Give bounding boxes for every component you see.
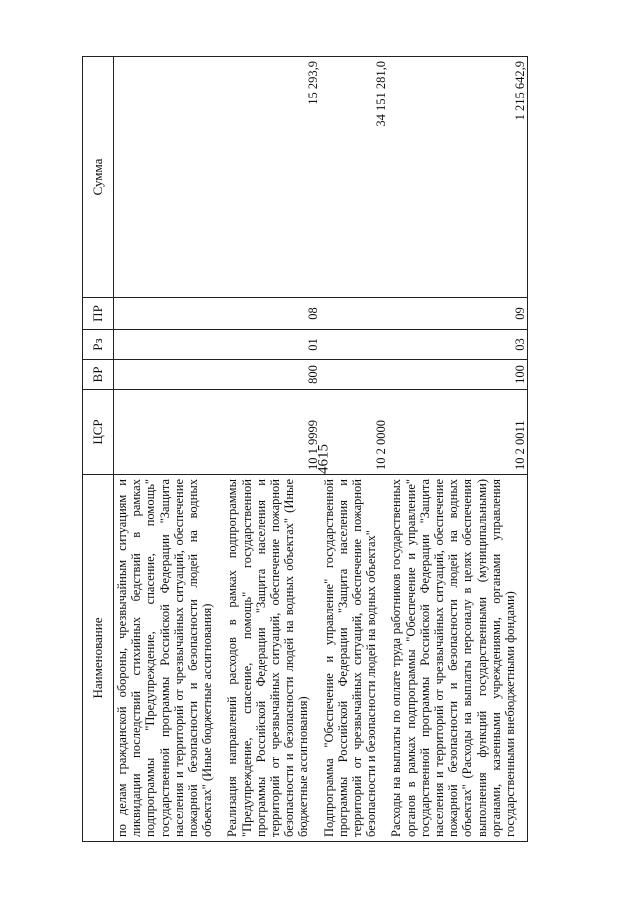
header-vr: ВР [83,360,114,390]
row-vr: 100 [388,360,527,390]
row-rz: 01 [224,330,320,360]
row-name: по делам гражданской обороны, чрезвычайным ситуациям и ликвидации последствий стихийных бедствий в рамках подпрограммы "Предупреждение, спасение, помощь" государственной программы Российской Федерации "Защита населения и территорий от чрезвычайных ситуаций, обеспечение пожарной безопасности и безопасности людей на водных объектах" (Иные бюджетные ассигнования) [114,475,225,842]
header-pr: ПР [83,298,114,330]
row-sum [114,57,225,298]
row-sum: 34 151 281,0 [321,57,389,298]
header-csr: ЦСР [83,390,114,475]
row-csr: 10 2 0000 [321,390,389,475]
row-csr: 10 2 0011 [388,390,527,475]
row-name: Расходы на выплаты по оплате труда работников государственных органов в рамках подпрограммы "Обеспечение и управление" государственной программы Российской Федерации "Защита населения и территорий от чрезвычайных ситуаций, обеспечение пожарной безопасности и безопасности людей на водных объектах" (Расходы на выплаты персоналу в целях обеспечения выполнения функций государственными (муниципальными) органами, казенными учреждениями, органами управления государственными внебюджетными фондами) [388,475,527,842]
table-row [114,57,225,842]
row-pr [321,298,389,330]
header-rz: Рз [83,330,114,360]
row-sum: 1 215 642,9 [388,57,527,298]
row-pr: 08 [224,298,320,330]
row-csr: 10 1 9999 [224,390,320,475]
table-row [321,57,389,842]
table-row [388,57,527,842]
row-rz: 03 [388,330,527,360]
row-vr: 800 [224,360,320,390]
header-sum: Сумма [83,57,114,298]
row-rz [321,330,389,360]
header-name: Наименование [83,475,114,842]
row-csr [114,390,225,475]
budget-table [82,56,528,842]
table-header-row [83,57,114,842]
table-row [224,57,320,842]
row-sum: 15 293,9 [224,57,320,298]
row-vr [321,360,389,390]
budget-table-rotated [82,57,612,842]
row-rz [114,330,225,360]
row-name: Подпрограмма "Обеспечение и управление" государственной программы Российской Федерации "Защита населения и территорий от чрезвычайных ситуаций, обеспечение пожарной безопасности и безопасности людей на водных объектах" [321,475,389,842]
row-vr [114,360,225,390]
page-number: 4615 [315,444,332,474]
row-pr [114,298,225,330]
row-pr: 09 [388,298,527,330]
row-name: Реализация направлений расходов в рамках подпрограммы "Предупреждение, спасение, помощь" государственной программы Российской Федерации "Защита населения и территорий от чрезвычайных ситуаций, обеспечение пожарной безопасности и безопасности людей на водных объектах" (Иные бюджетные ассигнования) [224,475,320,842]
